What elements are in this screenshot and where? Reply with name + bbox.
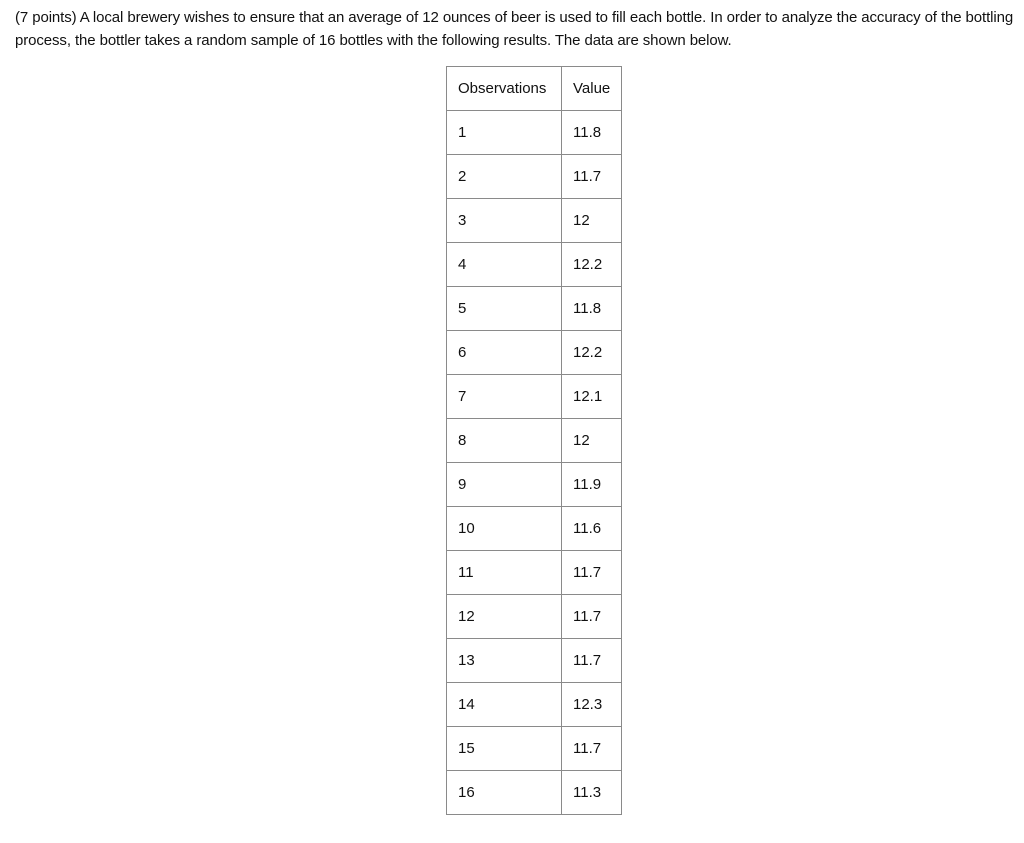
value-cell: 12.2 <box>562 331 622 375</box>
value-cell: 11.7 <box>562 595 622 639</box>
value-cell: 11.7 <box>562 551 622 595</box>
table-row <box>447 463 622 507</box>
observation-cell: 11 <box>447 551 562 595</box>
value-cell: 12.1 <box>562 375 622 419</box>
table-row <box>447 551 622 595</box>
value-cell: 11.7 <box>562 639 622 683</box>
value-cell: 12 <box>562 199 622 243</box>
value-cell: 11.6 <box>562 507 622 551</box>
value-cell: 11.8 <box>562 111 622 155</box>
table-row <box>447 111 622 155</box>
observation-cell: 3 <box>447 199 562 243</box>
observation-cell: 9 <box>447 463 562 507</box>
value-cell: 11.9 <box>562 463 622 507</box>
value-cell: 11.3 <box>562 771 622 815</box>
observation-cell: 1 <box>447 111 562 155</box>
table-row <box>447 331 622 375</box>
table-header-row <box>447 67 622 111</box>
table-row <box>447 507 622 551</box>
table-row <box>447 243 622 287</box>
table-row <box>447 155 622 199</box>
value-cell: 11.7 <box>562 727 622 771</box>
table-row <box>447 375 622 419</box>
table-row <box>447 683 622 727</box>
observation-cell: 2 <box>447 155 562 199</box>
table-row <box>447 639 622 683</box>
value-cell: 12.3 <box>562 683 622 727</box>
observation-cell: 15 <box>447 727 562 771</box>
value-cell: 11.8 <box>562 287 622 331</box>
observation-cell: 14 <box>447 683 562 727</box>
observation-cell: 6 <box>447 331 562 375</box>
table-row <box>447 595 622 639</box>
observation-cell: 4 <box>447 243 562 287</box>
header-observations: Observations <box>447 67 562 111</box>
observation-cell: 13 <box>447 639 562 683</box>
table-row <box>447 771 622 815</box>
table-row <box>447 727 622 771</box>
question-text: (7 points) A local brewery wishes to ensure that an average of 12 ounces of beer is used to fill each bottle. In order to analyze the accuracy of the bottling process, the bottler takes a random sample of 16 bottles with the following results. The data are shown below. <box>15 9 1014 49</box>
observation-cell: 7 <box>447 375 562 419</box>
observation-cell: 12 <box>447 595 562 639</box>
data-table <box>446 66 622 815</box>
observation-cell: 5 <box>447 287 562 331</box>
table-row <box>447 287 622 331</box>
header-value: Value <box>562 67 622 111</box>
observation-cell: 8 <box>447 419 562 463</box>
value-cell: 11.7 <box>562 155 622 199</box>
value-cell: 12.2 <box>562 243 622 287</box>
table-row <box>447 199 622 243</box>
observation-cell: 16 <box>447 771 562 815</box>
value-cell: 12 <box>562 419 622 463</box>
table-row <box>447 419 622 463</box>
observation-cell: 10 <box>447 507 562 551</box>
